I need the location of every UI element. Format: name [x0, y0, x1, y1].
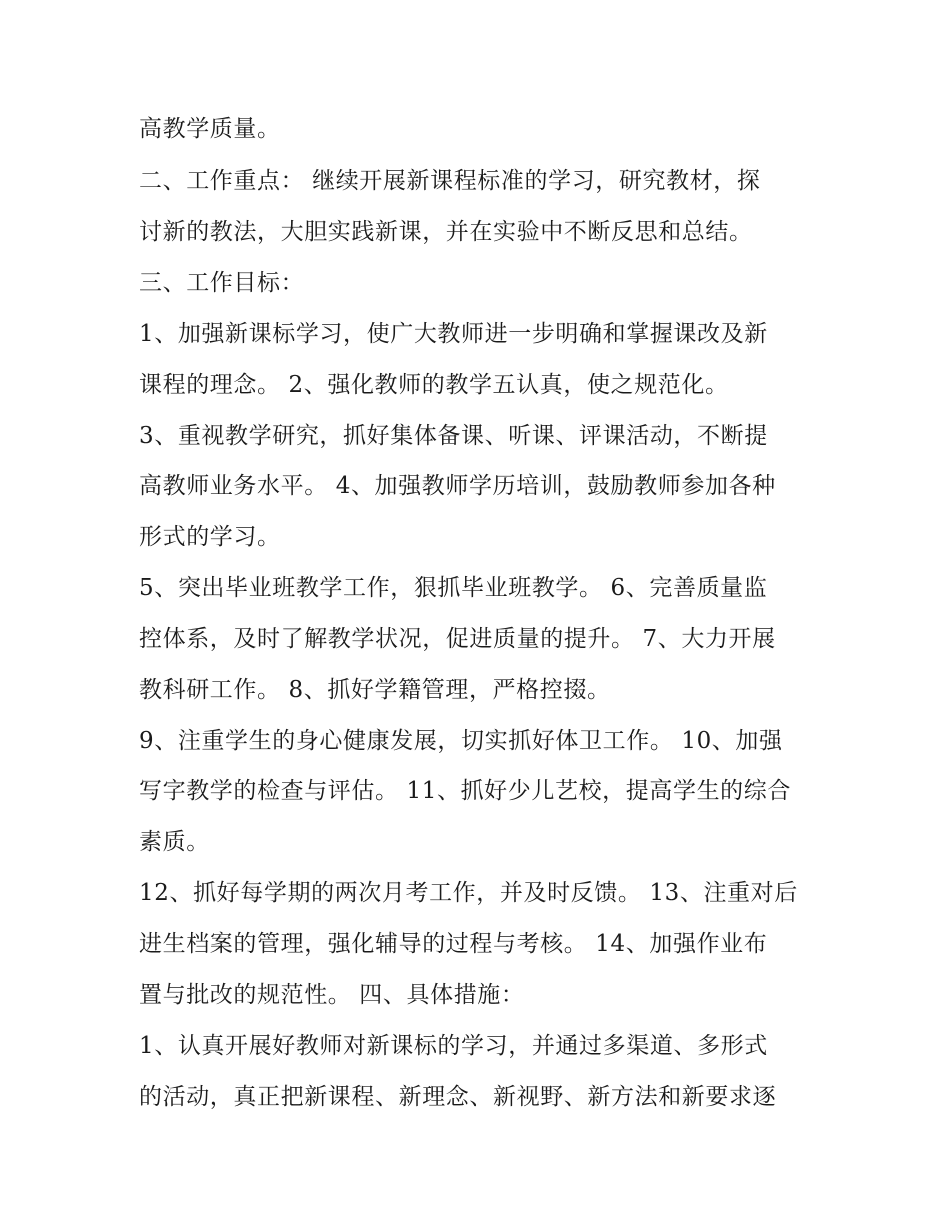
text-line: 课程的理念。 2、强化教师的教学五认真，使之规范化。 [139, 372, 729, 398]
text-line: 1、加强新课标学习，使广大教师进一步明确和掌握课改及新 [139, 321, 768, 347]
text-line: 控体系，及时了解教学状况，促进质量的提升。 7、大力开展 [139, 626, 776, 652]
text-line: 3、重视教学研究，抓好集体备课、听课、评课活动，不断提 [139, 423, 768, 449]
text-line: 9、注重学生的身心健康发展，切实抓好体卫工作。 10、加强 [139, 728, 783, 754]
text-line: 讨新的教法，大胆实践新课，并在实验中不断反思和总结。 [139, 219, 753, 245]
text-line: 进生档案的管理，强化辅导的过程与考核。 14、加强作业布 [139, 931, 768, 957]
text-line: 三、工作目标： [139, 270, 305, 296]
text-line: 素质。 [139, 829, 210, 855]
text-line: 高教学质量。 [139, 116, 281, 142]
text-line: 二、工作重点： 继续开展新课程标准的学习，研究教材，探 [139, 168, 761, 194]
text-line: 形式的学习。 [139, 524, 281, 550]
text-line: 的活动，真正把新课程、新理念、新视野、新方法和新要求逐 [139, 1084, 777, 1110]
text-line: 5、突出毕业班教学工作，狠抓毕业班教学。 6、完善质量监 [139, 575, 768, 601]
text-line: 写字教学的检查与评估。 11、抓好少儿艺校，提高学生的综合 [139, 778, 791, 804]
text-line: 12、抓好每学期的两次月考工作，并及时反馈。 13、注重对后 [139, 880, 798, 906]
text-line: 置与批改的规范性。 四、具体措施： [139, 982, 525, 1008]
text-line: 高教师业务水平。 4、加强教师学历培训，鼓励教师参加各种 [139, 473, 776, 499]
text-line: 1、认真开展好教师对新课标的学习，并通过多渠道、多形式 [139, 1033, 768, 1059]
text-line: 教科研工作。 8、抓好学籍管理，严格控掇。 [139, 677, 611, 703]
